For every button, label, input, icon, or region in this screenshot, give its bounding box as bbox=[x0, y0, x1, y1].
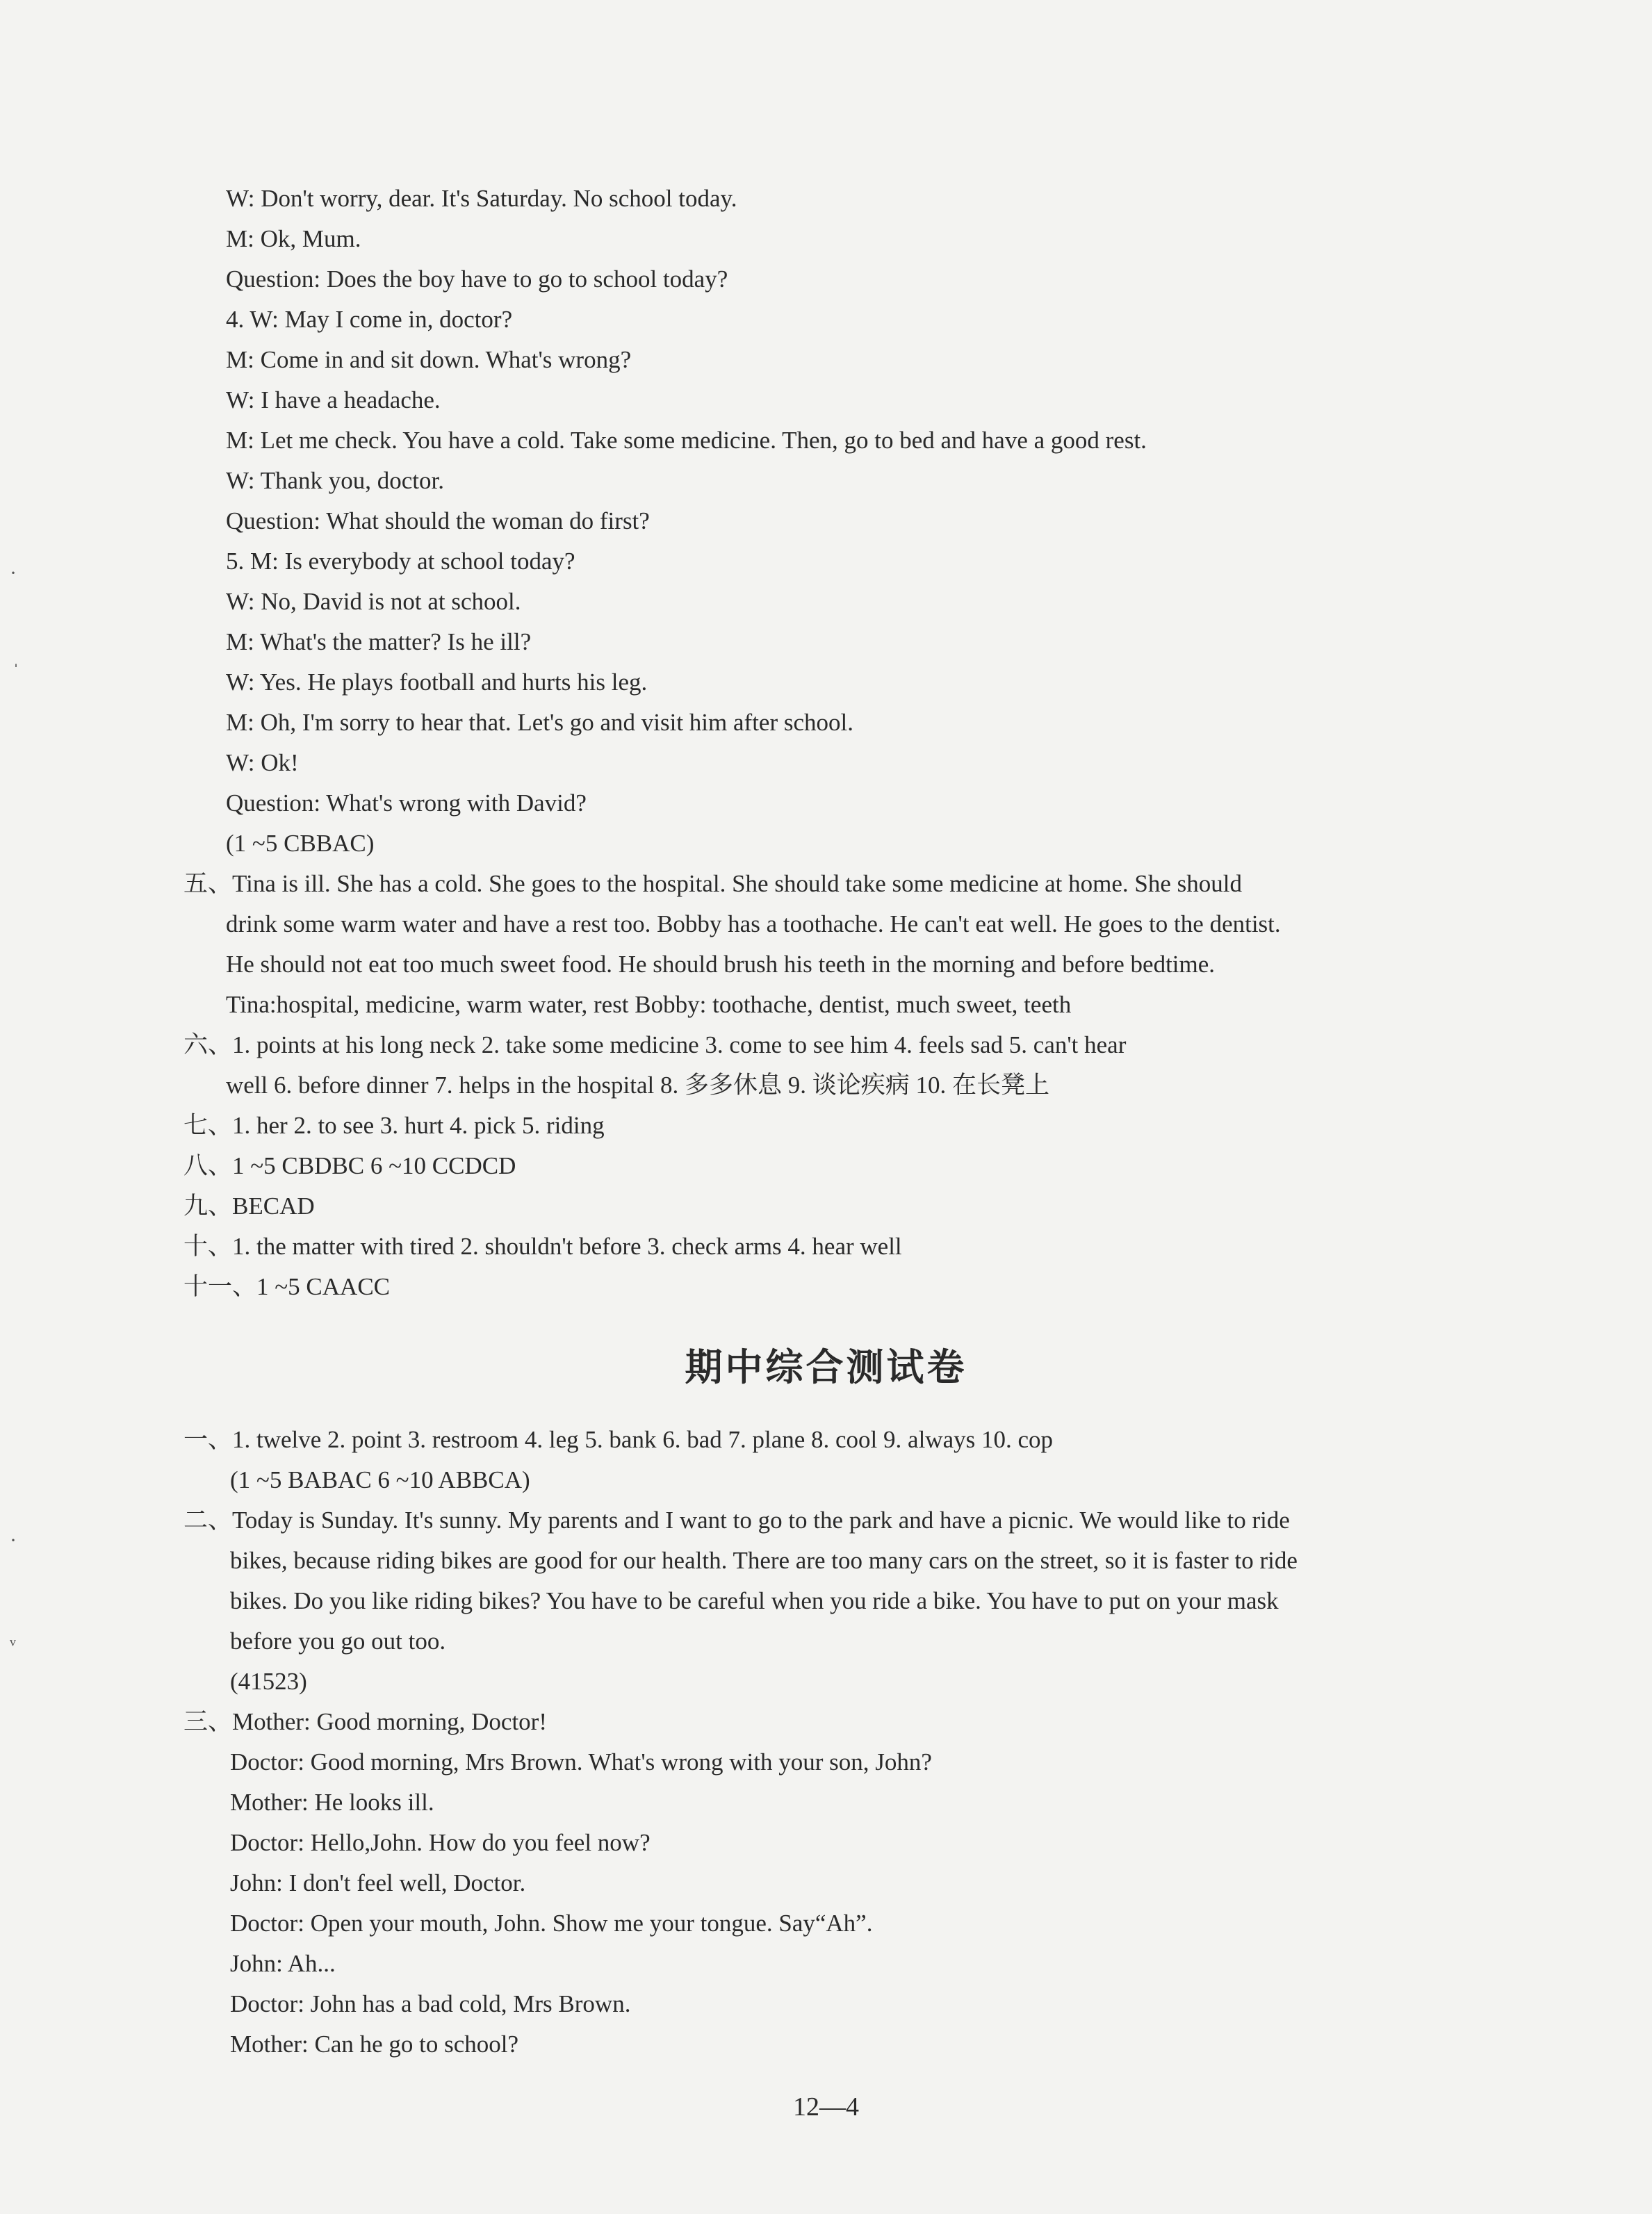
text-line: well 6. before dinner 7. helps in the hospital 8. 多多休息 9. 谈论疾病 10. 在长凳上 bbox=[226, 1072, 1049, 1099]
text-line: W: Ok! bbox=[226, 749, 299, 776]
section-2-line: 二、Today is Sunday. It's sunny. My parents and I want to go to the park and have a picnic. We would like to ride bbox=[183, 1507, 1290, 1534]
section-11-line: 十一、1 ~5 CAACC bbox=[183, 1273, 391, 1300]
text-line: Mother: Can he go to school? bbox=[230, 2031, 519, 2058]
text-line: M: Let me check. You have a cold. Take some medicine. Then, go to bed and have a good rest. bbox=[226, 427, 1147, 454]
page-number: 12—4 bbox=[793, 2092, 859, 2122]
text-line: bikes. Do you like riding bikes? You have to be careful when you ride a bike. You have to put on your mask bbox=[230, 1587, 1279, 1614]
text-line: bikes, because riding bikes are good for our health. There are too many cars on the street, so it is faster to ride bbox=[230, 1547, 1298, 1574]
scan-mark: · bbox=[10, 1529, 17, 1552]
text-line: 5. M: Is everybody at school today? bbox=[226, 548, 575, 575]
text-line: before you go out too. bbox=[230, 1627, 446, 1655]
text-line: Question: What should the woman do first? bbox=[226, 507, 650, 534]
text-line: Doctor: Hello,John. How do you feel now? bbox=[230, 1829, 651, 1856]
scan-mark: ᵥ bbox=[10, 1626, 16, 1649]
text-line: Question: What's wrong with David? bbox=[226, 789, 587, 817]
section-9-line: 九、BECAD bbox=[183, 1192, 315, 1220]
text-line: drink some warm water and have a rest too. Bobby has a toothache. He can't eat well. He goes to the dentist. bbox=[226, 910, 1281, 937]
text-line: Question: Does the boy have to go to school today? bbox=[226, 265, 728, 293]
scan-mark: · bbox=[10, 561, 17, 584]
answer-line: (41523) bbox=[230, 1668, 307, 1695]
section-title: 期中综合测试卷 bbox=[685, 1345, 967, 1389]
text-line: Doctor: John has a bad cold, Mrs Brown. bbox=[230, 1990, 631, 2017]
text-line: Doctor: Good morning, Mrs Brown. What's wrong with your son, John? bbox=[230, 1748, 932, 1776]
text-line: W: Thank you, doctor. bbox=[226, 467, 444, 494]
section-10-line: 十、1. the matter with tired 2. shouldn't before 3. check arms 4. hear well bbox=[183, 1233, 902, 1260]
text-line: W: Yes. He plays football and hurts his leg. bbox=[226, 669, 648, 696]
section-7-line: 七、1. her 2. to see 3. hurt 4. pick 5. riding bbox=[183, 1112, 605, 1139]
section-3-line: 三、Mother: Good morning, Doctor! bbox=[183, 1708, 547, 1735]
text-line: W: I have a headache. bbox=[226, 386, 441, 413]
text-line: M: Ok, Mum. bbox=[226, 225, 361, 252]
text-line: John: Ah... bbox=[230, 1950, 336, 1977]
scan-mark: ˈ bbox=[13, 660, 19, 683]
text-line: 4. W: May I come in, doctor? bbox=[226, 306, 513, 333]
answer-line: (1 ~5 CBBAC) bbox=[226, 830, 375, 857]
section-8-line: 八、1 ~5 CBDBC 6 ~10 CCDCD bbox=[183, 1152, 516, 1179]
text-line: M: Oh, I'm sorry to hear that. Let's go and visit him after school. bbox=[226, 709, 853, 736]
text-line: M: What's the matter? Is he ill? bbox=[226, 628, 532, 655]
text-line: He should not eat too much sweet food. He should brush his teeth in the morning and before bedtime. bbox=[226, 951, 1216, 978]
text-line: M: Come in and sit down. What's wrong? bbox=[226, 346, 632, 373]
section-1-line: 一、1. twelve 2. point 3. restroom 4. leg 5. bank 6. bad 7. plane 8. cool 9. always 10. cop bbox=[183, 1426, 1054, 1453]
text-line: John: I don't feel well, Doctor. bbox=[230, 1869, 526, 1896]
text-line: W: Don't worry, dear. It's Saturday. No school today. bbox=[226, 185, 737, 212]
answer-line: (1 ~5 BABAC 6 ~10 ABBCA) bbox=[230, 1466, 530, 1493]
section-6-line: 六、1. points at his long neck 2. take some medicine 3. come to see him 4. feels sad 5. can't hear bbox=[183, 1031, 1127, 1058]
text-line: Tina:hospital, medicine, warm water, rest Bobby: toothache, dentist, much sweet, teeth bbox=[226, 991, 1072, 1018]
section-5-line: 五、Tina is ill. She has a cold. She goes to the hospital. She should take some medicine at home. She should bbox=[183, 870, 1242, 897]
text-line: Doctor: Open your mouth, John. Show me your tongue. Say“Ah”. bbox=[230, 1910, 873, 1937]
text-line: W: No, David is not at school. bbox=[226, 588, 521, 615]
text-line: Mother: He looks ill. bbox=[230, 1789, 434, 1816]
